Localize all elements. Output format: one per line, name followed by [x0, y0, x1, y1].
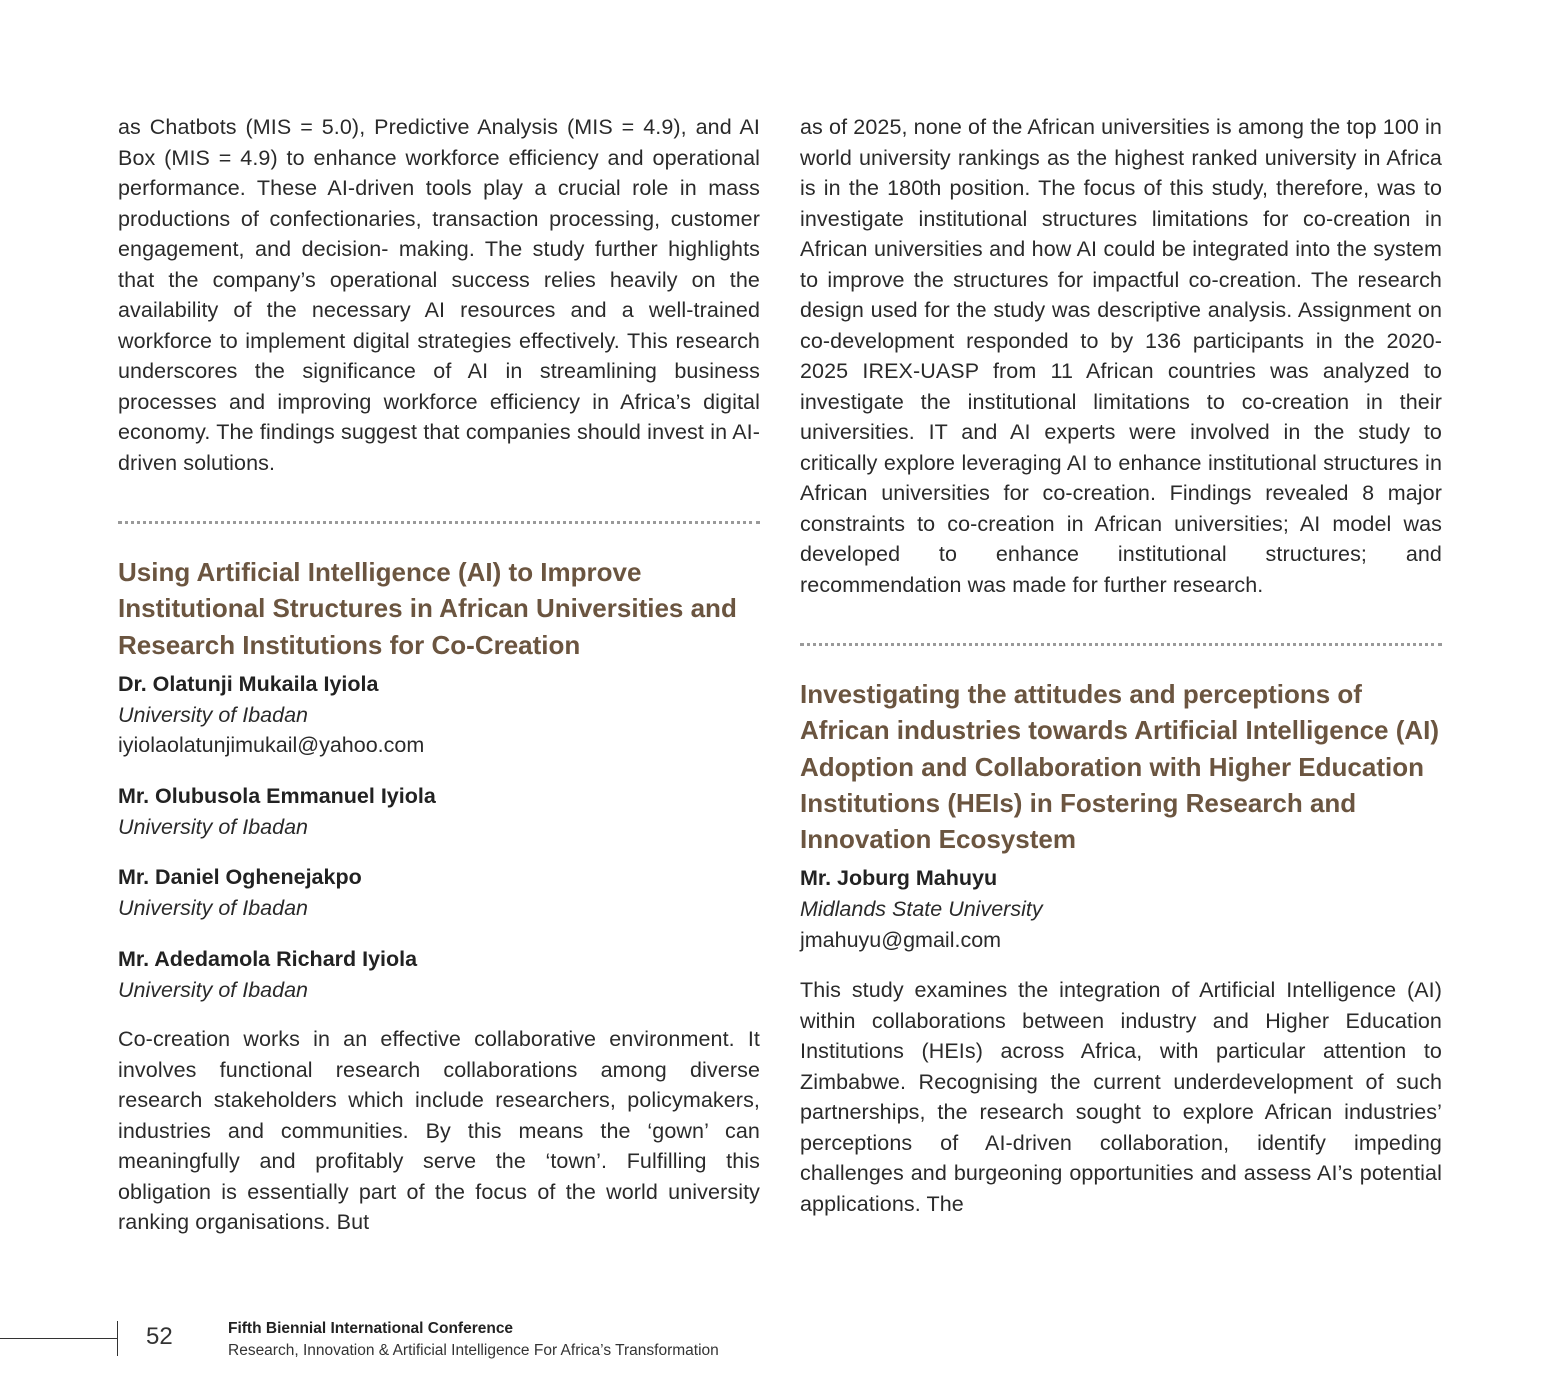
- author-block: [118, 669, 760, 761]
- continued-abstract-paragraph: as Chatbots (MIS = 5.0), Predictive Analysis (MIS = 4.9), and AI Box (MIS = 4.9) to enhance workforce efficiency and operational performance. These AI-driven tools play a crucial role in mass productions of confectionaries, transaction processing, customer engagement, and decision- making. The study further highlights that the company’s operational success relies heavily on the availability of the necessary AI resources and a well-trained workforce to implement digital strategies effectively. This research underscores the significance of AI in streamlining business processes and improving workforce efficiency in Africa’s digital economy. The findings suggest that companies should invest in AI-driven solutions.: [118, 115, 760, 475]
- abstract-paragraph: Co-creation works in an effective collaborative environment. It involves functional research collaborations among diverse research stakeholders which include researchers, policymakers, industries and communities. By this means the ‘gown’ can meaningfully and profitably serve the ‘town’. Fulfilling this obligation is essentially part of the focus of the world university ranking organisations. But: [118, 1027, 760, 1235]
- continued-abstract-paragraph: as of 2025, none of the African universities is among the top 100 in world university rankings as the highest ranked university in Africa is in the 180th position. The focus of this study, therefore, was to investigate institutional structures limitations for co-creation in African universities and how AI could be integrated into the system to improve the structures for impactful co-creation. The research design used for the study was descriptive analysis. Assignment on co-development responded to by 136 participants in the 2020-2025 IREX-UASP from 11 African countries was analyzed to investigate the institutional limitations to co-creation in their universities. IT and AI experts were involved in the study to critically explore leveraging AI to enhance institutional structures in African universities for co-creation. Findings revealed 8 major constraints to co-creation in African universities; AI model was developed to enhance institutional structures; and recommendation was made for further research.: [800, 115, 1442, 597]
- conference-title: Fifth Biennial International Conference: [228, 1320, 514, 1337]
- article-title: Using Artificial Intelligence (AI) to Improve Institutional Structures in African Universities and Research Institutions for Co-Creation: [118, 557, 737, 660]
- abstract-paragraph: This study examines the integration of Artificial Intelligence (AI) within collaborations between industry and Higher Education Institutions (HEIs) across Africa, with particular attention to Zimbabwe. Recognising the current underdevelopment of such partnerships, the research sought to explore African industries’ perceptions of AI-driven collaboration, identify impeding challenges and burgeoning opportunities and assess AI’s potential applications. The: [800, 978, 1442, 1216]
- author-name: Mr. Daniel Oghenejakpo: [118, 865, 362, 890]
- left-column: [118, 112, 760, 1238]
- author-block: [118, 781, 760, 843]
- footer-rule: [0, 1338, 118, 1339]
- author-email[interactable]: iyiolaolatunjimukail@yahoo.com: [118, 733, 425, 758]
- author-affiliation: University of Ibadan: [118, 977, 309, 1002]
- author-name: Mr. Adedamola Richard Iyiola: [118, 946, 418, 971]
- footer-rule-tick: [117, 1321, 118, 1356]
- author-affiliation: Midlands State University: [800, 897, 1043, 922]
- author-affiliation: University of Ibadan: [118, 702, 309, 727]
- page-number: 52: [146, 1323, 173, 1350]
- author-email[interactable]: jmahuyu@gmail.com: [800, 927, 1002, 952]
- article-title: Investigating the attitudes and perceptions of African industries towards Artificial Intelligence (AI) Adoption and Collaboration with Higher Education Institutions (HEIs) in Fostering Research and Innovation Ecosystem: [800, 679, 1440, 855]
- right-column: [800, 112, 1442, 1219]
- author-name: Dr. Olatunji Mukaila Iyiola: [118, 671, 379, 696]
- author-block: [118, 862, 760, 924]
- author-block: [800, 863, 1442, 955]
- author-affiliation: University of Ibadan: [118, 896, 309, 921]
- dotted-divider: [118, 521, 760, 524]
- author-name: Mr. Joburg Mahuyu: [800, 866, 998, 891]
- author-block: [118, 944, 760, 1006]
- author-affiliation: University of Ibadan: [118, 814, 309, 839]
- author-name: Mr. Olubusola Emmanuel Iyiola: [118, 783, 436, 808]
- dotted-divider: [800, 643, 1442, 646]
- footer-running-title: [228, 1318, 719, 1362]
- conference-theme: Research, Innovation & Artificial Intelligence For Africa’s Transformation: [228, 1342, 719, 1359]
